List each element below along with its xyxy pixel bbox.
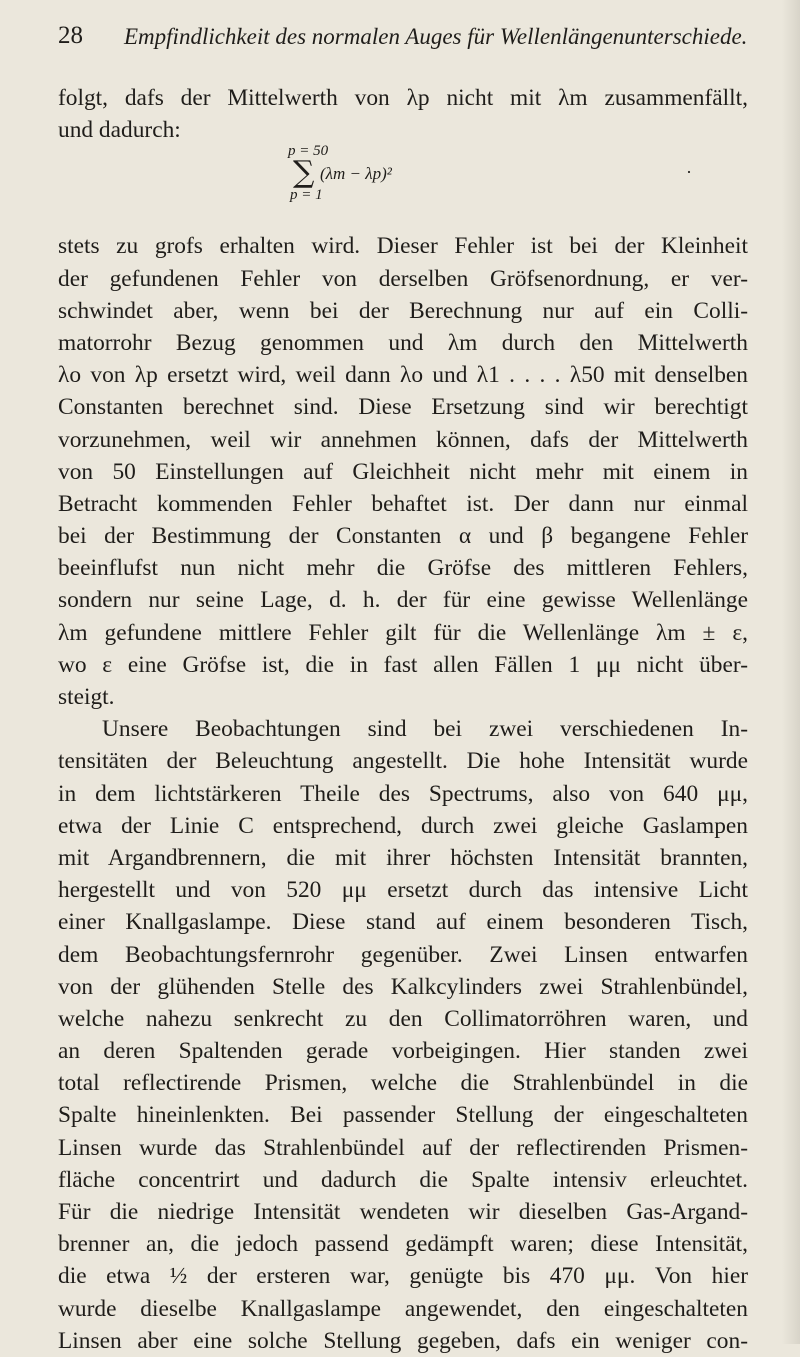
- text-line: schwindet aber, wenn bei der Berechnung nur auf ein Colli-: [58, 297, 748, 324]
- text-line: Constanten berechnet sind. Diese Ersetzung sind wir berechtigt: [58, 394, 748, 421]
- page-number: 28: [58, 22, 83, 49]
- text-line: Betracht kommenden Fehler behaftet ist. Der dann nur einmal: [58, 490, 748, 517]
- text-line: von 50 Einstellungen auf Gleichheit nicht mehr mit einem in: [58, 458, 748, 485]
- text-line: fläche concentrirt und dadurch die Spalte intensiv erleuchtet.: [58, 1166, 748, 1193]
- text-line: Spalte hineinlenkten. Bei passender Stellung der eingeschalteten: [58, 1102, 748, 1129]
- text-line: in dem lichtstärkeren Theile des Spectrums, also von 640 μμ,: [58, 780, 748, 807]
- text-line: und dadurch:: [58, 117, 181, 144]
- page-edge-shadow: [782, 0, 800, 1344]
- page-header: [58, 14, 758, 54]
- formula-upper-limit: p = 50: [288, 143, 329, 160]
- text-line: total reflectirende Prismen, welche die Strahlenbündel in die: [58, 1070, 748, 1097]
- text-line: einer Knallgaslampe. Diese stand auf einem besonderen Tisch,: [58, 909, 748, 936]
- text-line: welche nahezu senkrecht zu den Collimatorröhren waren, und: [58, 1005, 748, 1032]
- text-line: steigt.: [58, 684, 115, 710]
- text-line: stets zu grofs erhalten wird. Dieser Fehler ist bei der Kleinheit: [58, 233, 748, 260]
- sum-formula: [58, 143, 748, 230]
- text-line: die etwa ½ der ersteren war, genügte bis 470 μμ. Von hier: [58, 1263, 748, 1290]
- text-line: sondern nur seine Lage, d. h. der für eine gewisse Wellenlänge: [58, 587, 748, 614]
- text-line: vorzunehmen, weil wir annehmen können, dafs der Mittelwerth: [58, 426, 748, 453]
- text-line: bei der Bestimmung der Constanten α und β begangene Fehler: [58, 523, 748, 550]
- text-line: wurde dieselbe Knallgaslampe angewendet, den eingeschalteten: [58, 1295, 748, 1322]
- formula-lower-limit: p = 1: [290, 187, 323, 204]
- text-line: folgt, dafs der Mittelwerth von λp nicht mit λm zusammenfällt,: [58, 85, 748, 111]
- text-line: mit Argandbrennern, die mit ihrer höchsten Intensität brannten,: [58, 844, 748, 871]
- text-line: wo ε eine Gröfse ist, die in fast allen Fällen 1 μμ nicht über-: [58, 651, 748, 678]
- text-line: Linsen wurde das Strahlenbündel auf der reflectirenden Prismen-: [58, 1134, 748, 1161]
- text-line: von der glühenden Stelle des Kalkcylinders zwei Strahlenbündel,: [58, 973, 748, 1000]
- text-line: tensitäten der Beleuchtung angestellt. Die hohe Intensität wurde: [58, 748, 748, 775]
- formula-expression: (λm − λp)²: [320, 164, 392, 184]
- text-line: der gefundenen Fehler von derselben Gröfsenordnung, er ver-: [58, 265, 748, 292]
- text-line: Unsere Beobachtungen sind bei zwei verschiedenen In-: [102, 716, 748, 743]
- text-line: λo von λp ersetzt wird, weil dann λo und λ1 . . . . λ50 mit denselben: [58, 362, 748, 389]
- formula-trailing-mark: ·: [686, 162, 692, 183]
- text-line: hergestellt und von 520 μμ ersetzt durch das intensive Licht: [58, 877, 748, 904]
- text-line: etwa der Linie C entsprechend, durch zwei gleiche Gaslampen: [58, 812, 748, 839]
- sigma-symbol: ∑: [293, 155, 315, 191]
- text-line: dem Beobachtungsfernrohr gegenüber. Zwei Linsen entwarfen: [58, 941, 748, 968]
- text-line: Linsen aber eine solche Stellung gegeben, dafs ein weniger con-: [58, 1327, 748, 1354]
- text-line: Für die niedrige Intensität wendeten wir dieselben Gas-Argand-: [58, 1199, 748, 1225]
- text-line: an deren Spaltenden gerade vorbeigingen. Hier standen zwei: [58, 1038, 748, 1065]
- body-text: [58, 82, 748, 1357]
- text-line: beeinflufst nun nicht mehr die Gröfse des mittleren Fehlers,: [58, 555, 748, 582]
- running-title: Empfindlichkeit des normalen Auges für Wellenlängenunterschiede.: [124, 24, 748, 49]
- text-line: λm gefundene mittlere Fehler gilt für die Wellenlänge λm ± ε,: [58, 619, 748, 646]
- text-line: matorrohr Bezug genommen und λm durch den Mittelwerth: [58, 329, 748, 356]
- text-line: brenner an, die jedoch passend gedämpft waren; diese Intensität,: [58, 1231, 748, 1258]
